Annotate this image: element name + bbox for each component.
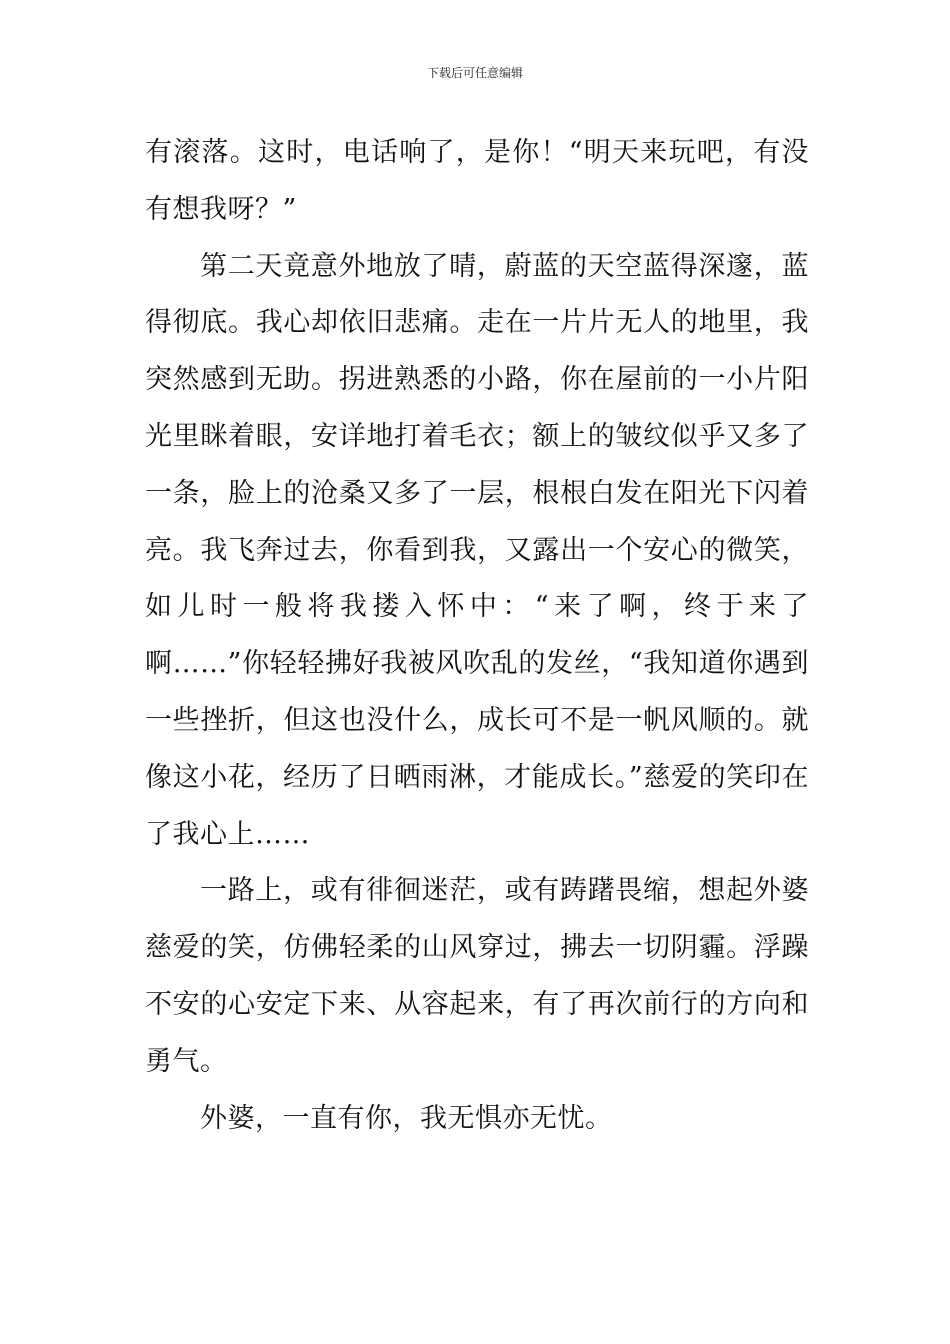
page-header: 下载后可任意编辑 (426, 66, 523, 80)
paragraph-1: 有滚落。这时，电话响了，是你！“明天来玩吧，有没有想我呀？” (145, 137, 809, 225)
article-body (145, 125, 809, 1147)
paragraph-4: 外婆，一直有你，我无惧亦无忧。 (200, 1102, 613, 1134)
paragraph-2: 第二天竟意外地放了晴，蔚蓝的天空蓝得深邃，蓝得彻底。我心却依旧悲痛。走在一片片无人的地里，我突然感到无助。拐进熟悉的小路，你在屋前的一小片阳光里眯着眼，安详地打着毛衣；额上的皱纹似乎又多了一条，脸上的沧桑又多了一层，根根白发在阳光下闪着亮。我飞奔过去，你看到我，又露出一个安心的微笑，如儿时一般将我搂入怀中：“来了啊，终于来了啊……”你轻轻拂好我被风吹乱的发丝，“我知道你遇到一些挫折，但这也没什么，成长可不是一帆风顺的。就像这小花，经历了日晒雨淋，才能成长。”慈爱的笑印在了我心上…… (145, 250, 809, 850)
paragraph-3: 一路上，或有徘徊迷茫，或有踌躇畏缩，想起外婆慈爱的笑，仿佛轻柔的山风穿过，拂去一切阴霾。浮躁不安的心安定下来、从容起来，有了再次前行的方向和勇气。 (145, 875, 809, 1077)
